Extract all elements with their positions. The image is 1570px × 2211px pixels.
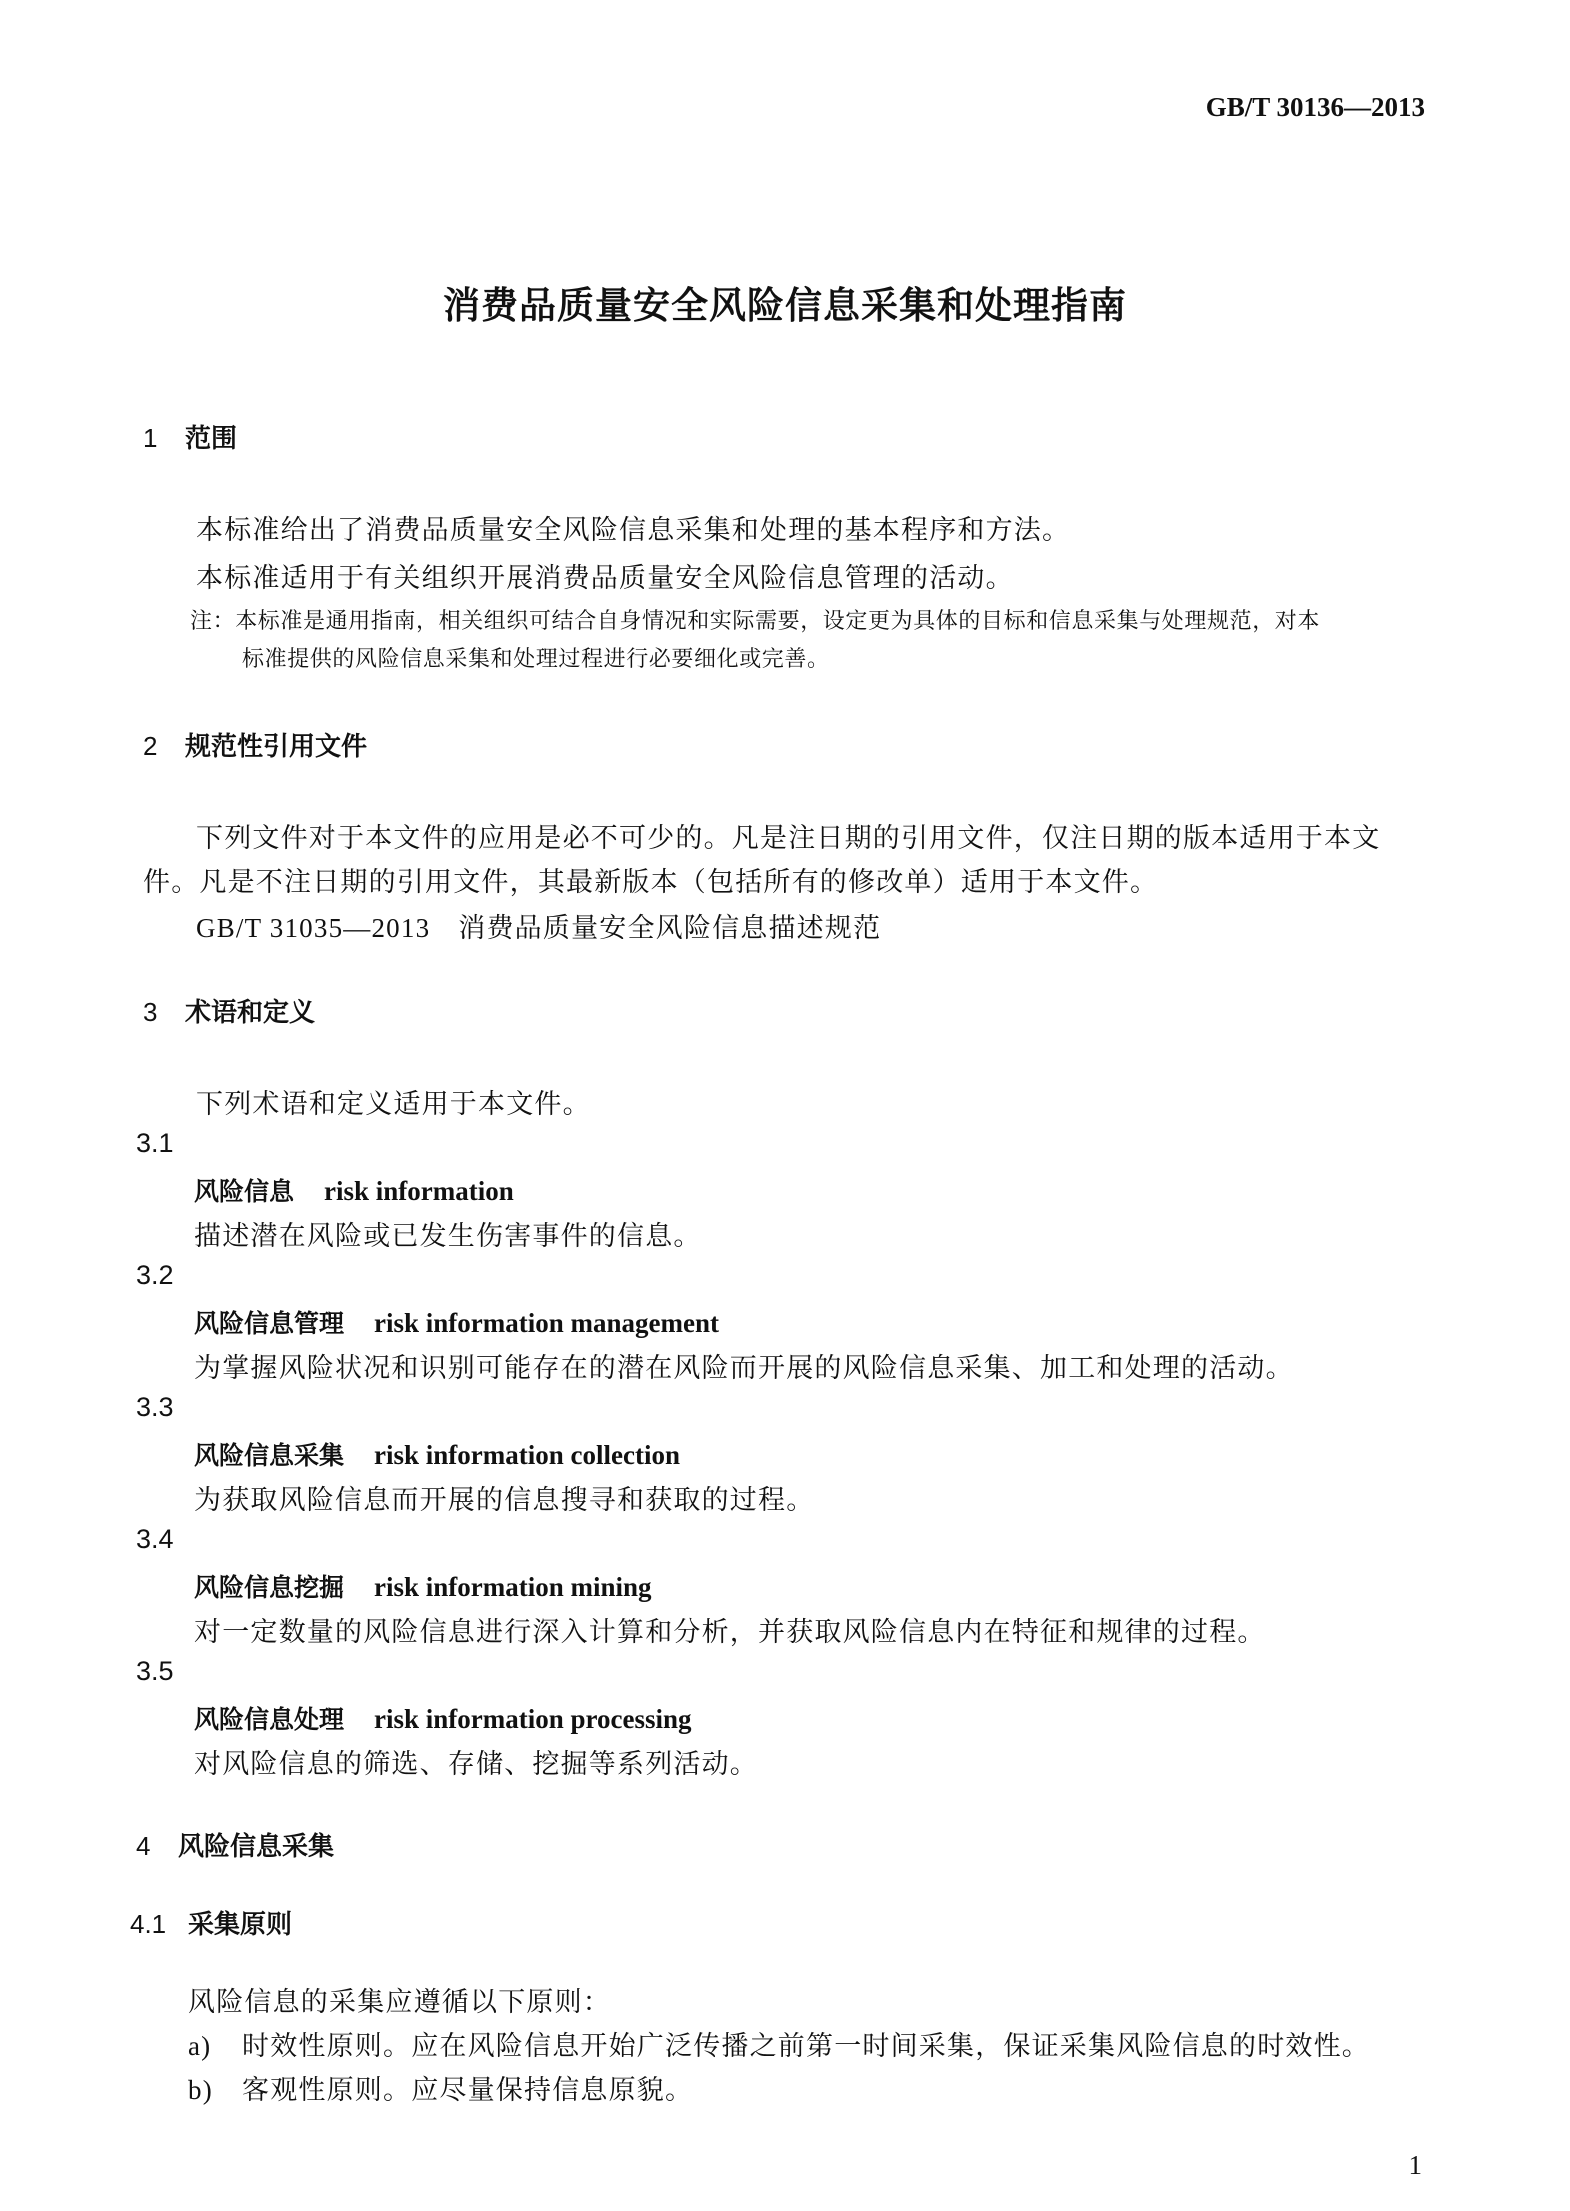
section-number: 2 [143, 731, 158, 761]
section-3-heading [143, 992, 315, 1029]
paragraph: 本标准给出了消费品质量安全风险信息采集和处理的基本程序和方法。 [196, 515, 1071, 546]
term-zh: 风险信息管理 [194, 1309, 345, 1338]
subsection-title: 采集原则 [188, 1910, 293, 1940]
paragraph: 本标准适用于有关组织开展消费品质量安全风险信息管理的活动。 [196, 563, 1014, 594]
term-entry [194, 1568, 652, 1604]
document-title: 消费品质量安全风险信息采集和处理指南 [443, 284, 1127, 327]
term-en: risk information mining [374, 1572, 652, 1602]
term-definition: 为掌握风险状况和识别可能存在的潜在风险而开展的风险信息采集、加工和处理的活动。 [194, 1353, 1294, 1384]
paragraph: 下列术语和定义适用于本文件。 [196, 1089, 591, 1120]
section-1-heading [143, 418, 237, 455]
term-definition: 对风险信息的筛选、存储、挖掘等系列活动。 [194, 1749, 758, 1780]
term-entry [194, 1172, 514, 1208]
paragraph: 下列文件对于本文件的应用是必不可少的。凡是注日期的引用文件，仅注日期的版本适用于本文 [196, 823, 1381, 854]
term-definition: 为获取风险信息而开展的信息搜寻和获取的过程。 [194, 1485, 815, 1516]
paragraph: 风险信息的采集应遵循以下原则： [188, 1987, 611, 2018]
term-entry [194, 1304, 719, 1340]
section-title: 规范性引用文件 [185, 732, 368, 762]
section-2-heading [143, 726, 367, 763]
term-zh: 风险信息采集 [194, 1441, 345, 1470]
term-en: risk information [324, 1176, 514, 1206]
list-item-text: 时效性原则。应在风险信息开始广泛传播之前第一时间采集，保证采集风险信息的时效性。 [242, 2031, 1370, 2062]
list-item [188, 2024, 1370, 2063]
term-entry [194, 1436, 680, 1472]
term-definition: 对一定数量的风险信息进行深入计算和分析，并获取风险信息内在特征和规律的过程。 [194, 1617, 1266, 1648]
clause-number: 3.2 [136, 1260, 174, 1290]
section-title: 术语和定义 [185, 998, 316, 1028]
list-item-text: 客观性原则。应尽量保持信息原貌。 [242, 2075, 694, 2106]
term-en: risk information management [374, 1308, 719, 1338]
term-zh: 风险信息挖掘 [194, 1573, 345, 1602]
section-title: 风险信息采集 [178, 1832, 335, 1862]
section-number: 4 [136, 1831, 151, 1861]
paragraph: 件。凡是不注日期的引用文件，其最新版本（包括所有的修改单）适用于本文件。 [143, 867, 1159, 898]
clause-number: 3.4 [136, 1524, 174, 1554]
normative-reference [196, 906, 881, 945]
clause-number: 3.1 [136, 1128, 174, 1158]
subsection-4-1-heading [130, 1904, 292, 1941]
note-line: 注：本标准是通用指南，相关组织可结合自身情况和实际需要，设定更为具体的目标和信息采集与处理规范，对本 [190, 609, 1321, 634]
section-title: 范围 [185, 424, 238, 454]
reference-title: 消费品质量安全风险信息描述规范 [458, 913, 882, 944]
list-item-label: a) [188, 2031, 212, 2061]
list-item [188, 2068, 693, 2107]
term-entry [194, 1700, 692, 1736]
note-line: 标准提供的风险信息采集和处理过程进行必要细化或完善。 [242, 647, 830, 672]
list-item-label: b) [188, 2075, 213, 2105]
page-number: 1 [1408, 2150, 1422, 2180]
term-en: risk information processing [374, 1704, 692, 1734]
reference-code: GB/T 31035—2013 [196, 913, 431, 943]
term-zh: 风险信息 [194, 1177, 295, 1206]
section-4-heading [136, 1826, 334, 1863]
standard-number: GB/T 30136—2013 [1205, 92, 1425, 122]
subsection-number: 4.1 [130, 1909, 167, 1939]
term-definition: 描述潜在风险或已发生伤害事件的信息。 [194, 1221, 702, 1252]
term-zh: 风险信息处理 [194, 1705, 345, 1734]
clause-number: 3.5 [136, 1656, 174, 1686]
clause-number: 3.3 [136, 1392, 174, 1422]
term-en: risk information collection [374, 1440, 680, 1470]
section-number: 3 [143, 997, 158, 1027]
section-number: 1 [143, 423, 158, 453]
